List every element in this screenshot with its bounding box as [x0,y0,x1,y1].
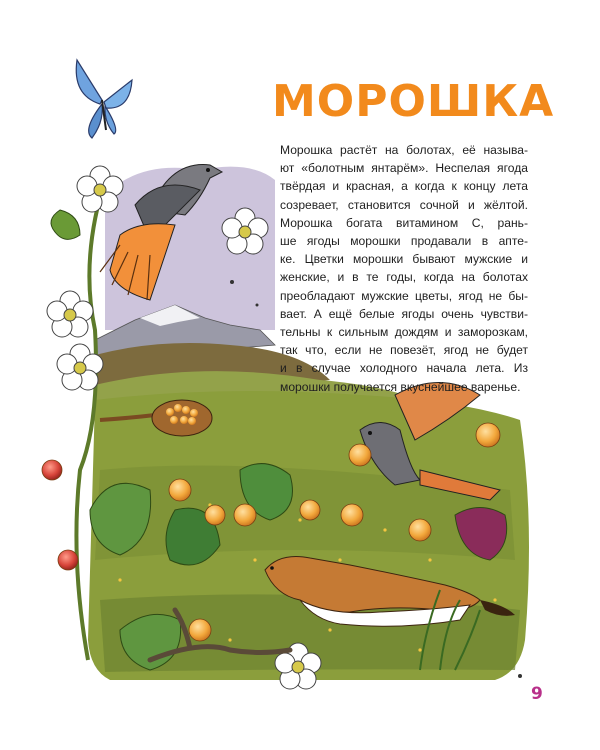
text-line: Морошка богата витамином С, рань- [280,215,528,230]
text-line: вает. А ещё белые ягоды очень чувстви- [280,306,528,321]
page-title: МОРОШКА [272,76,555,127]
text-line: твёрдая и красная, а когда к концу лета [280,179,528,194]
page-number: 9 [531,684,543,704]
text-line: ше ягоды морошки продавали в апте- [280,234,528,249]
text-line: морошки получается вкуснейшее варенье. [280,379,521,394]
text-line: созревает, становится сочной и жёлтой. [280,197,528,212]
text-line: ют «болотным янтарём». Неспелая ягода [280,161,528,176]
text-line: Морошка растёт на болотах, её называ- [280,143,528,157]
article-text [280,141,528,396]
text-line: и в случае холодного начала лета. Из [280,361,528,376]
text-line: преобладают мужские цветы, ягод не бы- [280,288,528,303]
text-line: женские, и в те годы, когда на болотах [280,270,528,285]
butterfly-icon [76,60,132,138]
text-line: тельны к сильным дождям и заморозкам, [280,325,528,340]
text-line: так что, если не повезёт, ягод не будет [280,343,528,358]
text-line: ке. Цветки морошки бывают мужские и [280,252,528,267]
